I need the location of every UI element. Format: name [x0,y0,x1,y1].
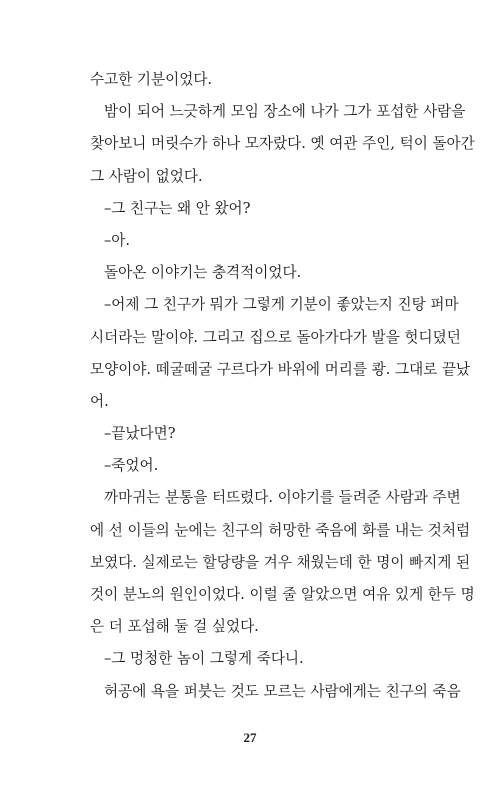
text-line: 밤이 되어 느긋하게 모임 장소에 나가 그가 포섭한 사람을 [104,103,466,121]
body-text [90,64,475,708]
text-line: 에 선 이들의 눈에는 친구의 허망한 죽음에 화를 내는 것처럼 [90,521,471,539]
text-line: 모양이야. 떼굴떼굴 구르다가 바위에 머리를 쾅. 그대로 끝났 [90,360,471,378]
text-line: 은 더 포섭해 둘 걸 싶었다. [90,618,259,636]
text-line: –끝났다면? [104,425,176,443]
text-line: 찾아보니 머릿수가 하나 모자랐다. 옛 여관 주인, 턱이 돌아간 [90,135,475,153]
text-line: 어. [90,392,109,410]
text-line: –죽었어. [104,457,159,475]
text-line: 까마귀는 분통을 터뜨렸다. 이야기를 들려준 사람과 주변 [104,489,461,507]
text-line: –그 친구는 왜 안 왔어? [104,199,251,217]
text-line: –그 멍청한 놈이 그렇게 죽다니. [104,650,304,668]
text-line: 그 사람이 없었다. [90,167,203,185]
text-line: 것이 분노의 원인이었다. 이럴 줄 알았으면 여유 있게 한두 명 [90,586,475,603]
text-line: 돌아온 이야기는 충격적이었다. [104,264,302,282]
page-number: 27 [243,730,257,745]
text-line: 허공에 욕을 퍼붓는 것도 모르는 사람에게는 친구의 죽음 [104,682,461,700]
text-line: 보였다. 실제로는 할당량을 겨우 채웠는데 한 명이 빠지게 된 [90,553,471,571]
text-line: 수고한 기분이었다. [90,71,213,88]
text-line: –어제 그 친구가 뭐가 그렇게 기분이 좋았는지 진탕 퍼마 [104,296,459,314]
text-line: 시더라는 말이야. 그리고 집으로 돌아가다가 발을 헛디뎠던 [90,328,461,346]
text-line: –아. [104,231,131,249]
